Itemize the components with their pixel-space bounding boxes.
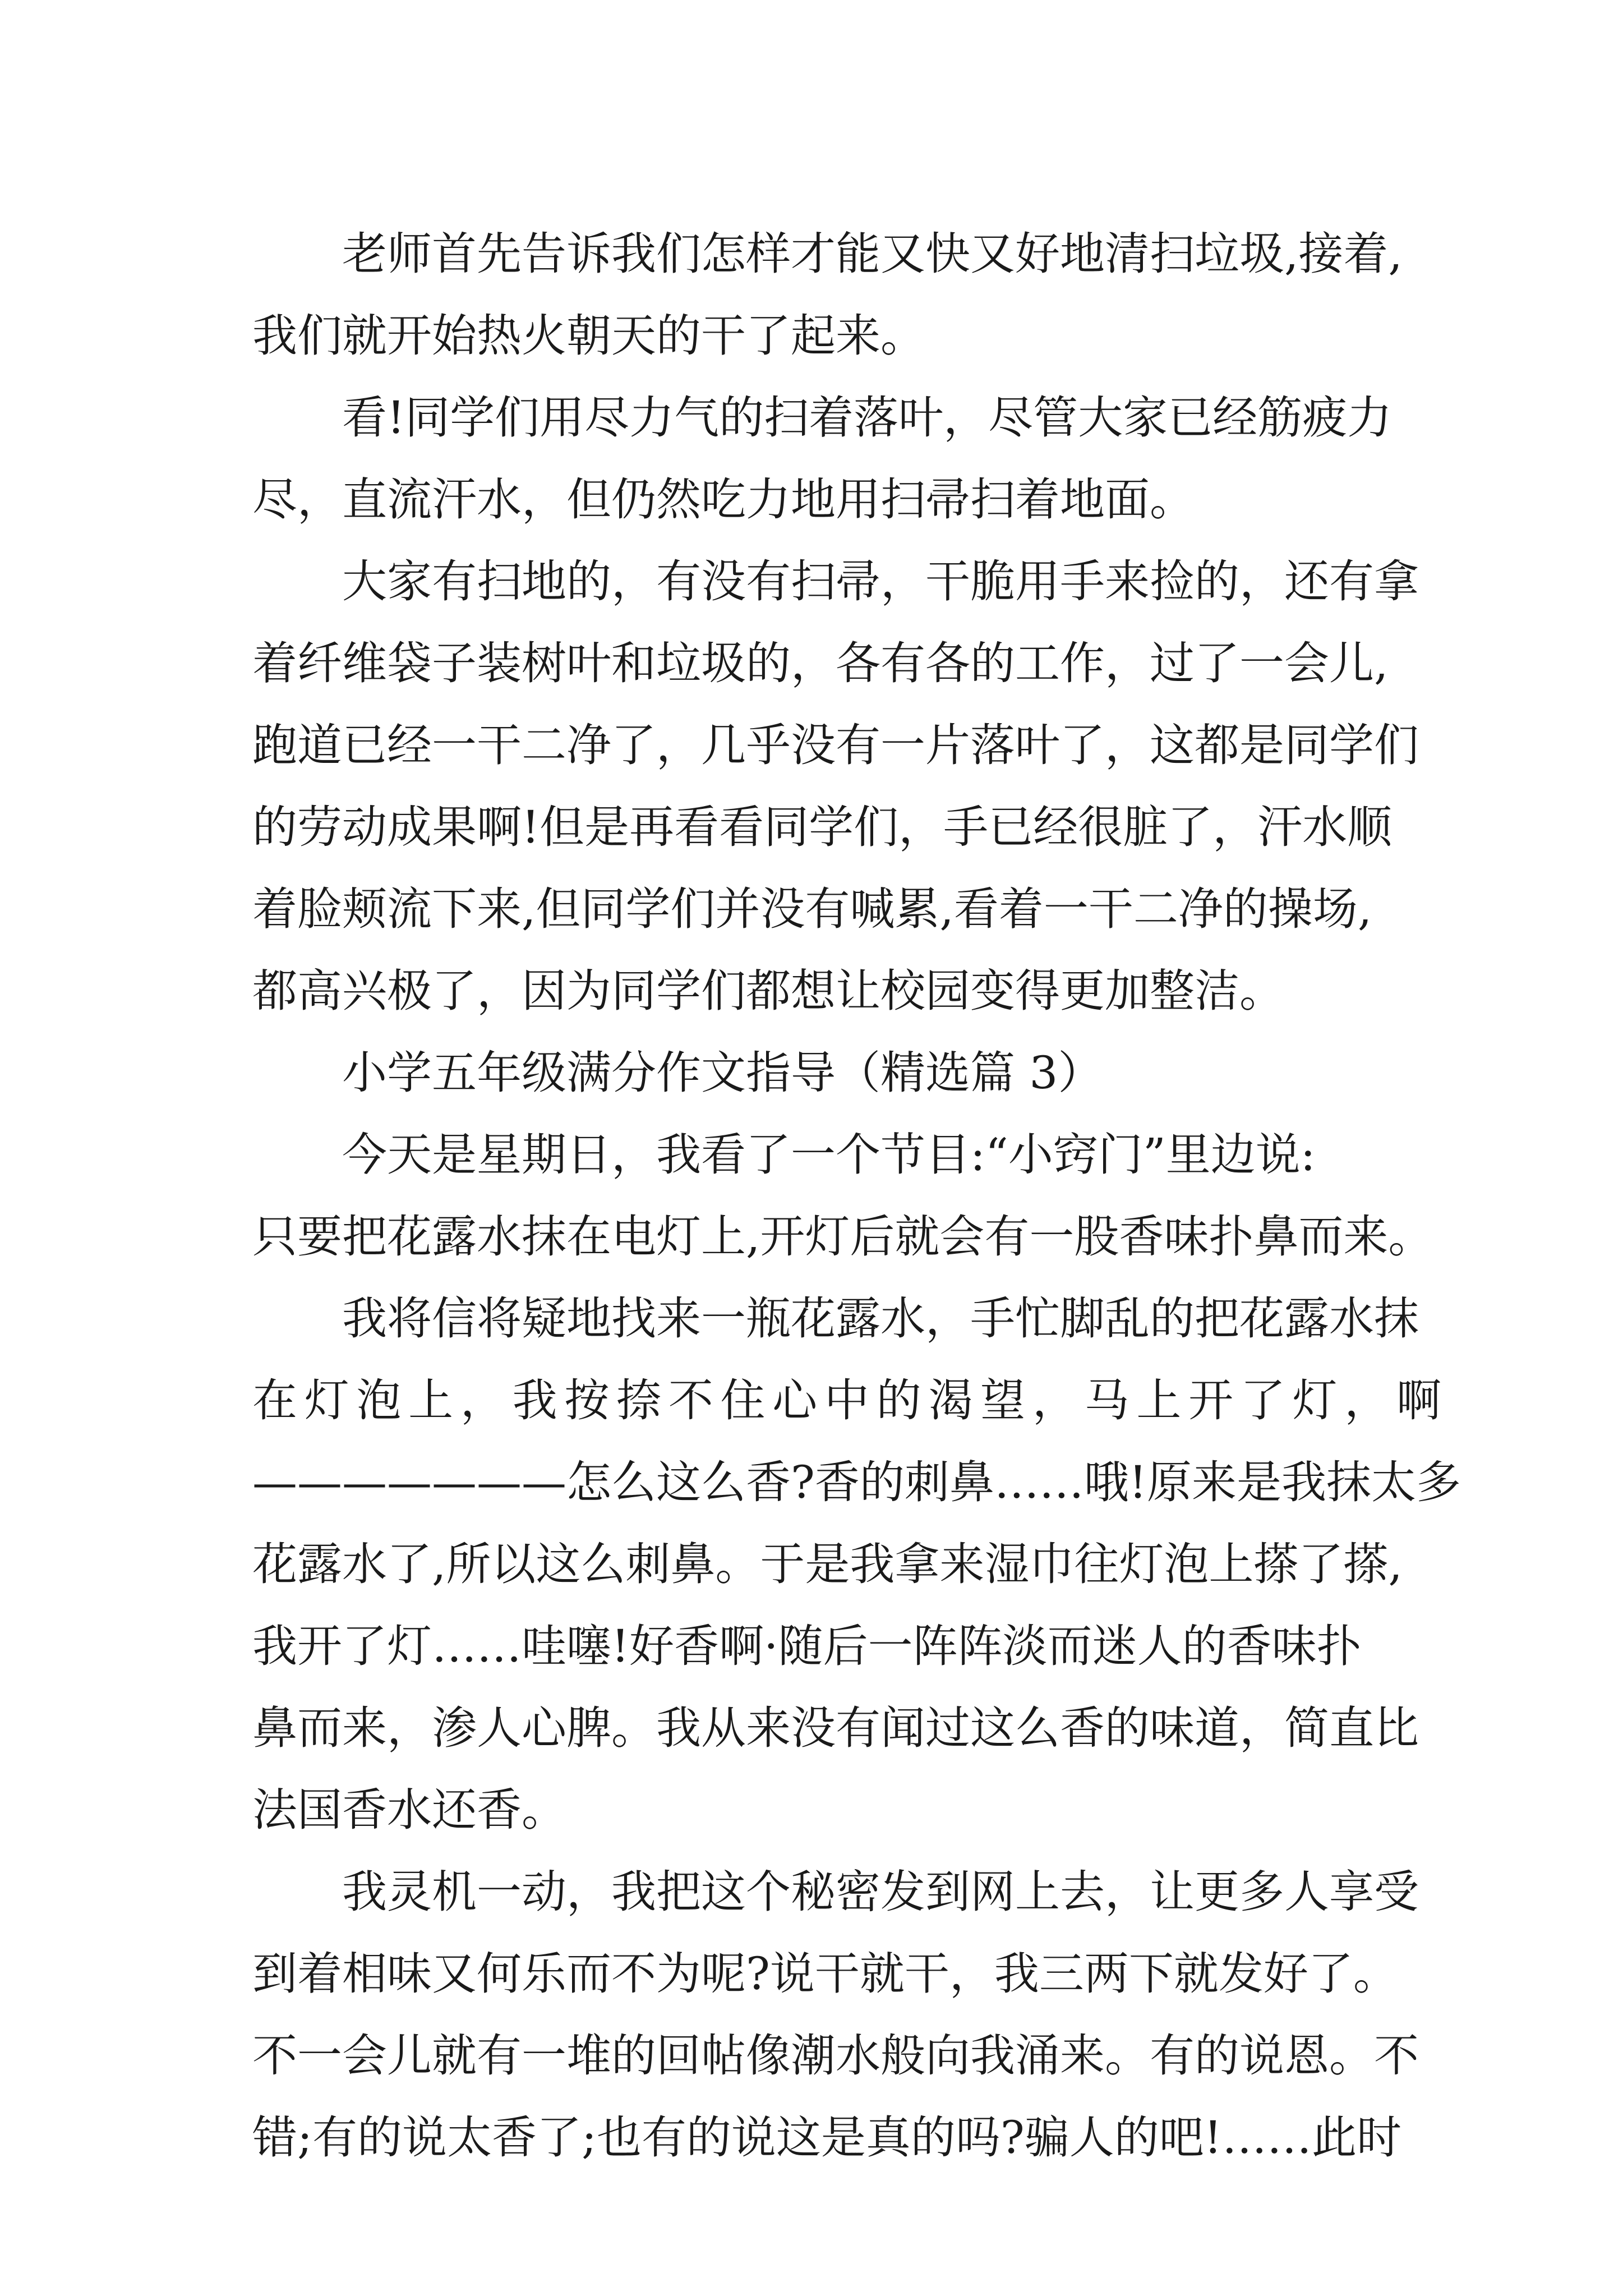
text-line: 都高兴极了，因为同学们都想让校园变得更加整洁。	[252, 965, 1284, 1017]
text-line: 错;有的说太香了;也有的说这是真的吗?骗人的吧!……此时	[252, 2111, 1401, 2164]
text-line: 老师首先告诉我们怎样才能又快又好地清扫垃圾,接着,	[342, 228, 1403, 280]
text-line: 法国香水还香。	[252, 1784, 566, 1836]
text-line: 看!同学们用尽力气的扫着落叶，尽管大家已经筋疲力	[342, 392, 1393, 444]
text-line: 在灯泡上，我按捺不住心中的渴望，马上开了灯，啊	[252, 1374, 1441, 1427]
text-line: 跑道已经一干二净了，几乎没有一片落叶了，这都是同学们	[252, 719, 1419, 771]
text-line: 我将信将疑地找来一瓶花露水，手忙脚乱的把花露水抹	[342, 1292, 1419, 1345]
text-line: 花露水了,所以这么刺鼻。于是我拿来湿巾往灯泡上搽了搽,	[252, 1538, 1403, 1590]
text-line: 鼻而来，渗人心脾。我从来没有闻过这么香的味道，简直比	[252, 1702, 1419, 1754]
text-line: 小学五年级满分作文指导（精选篇 3）	[342, 1047, 1103, 1099]
text-line: 今天是星期日，我看了一个节目:“小窍门”里边说:	[342, 1129, 1316, 1181]
body-text	[252, 213, 1461, 2179]
text-line: 我灵机一动，我把这个秘密发到网上去，让更多人享受	[342, 1866, 1419, 1918]
text-line: 我们就开始热火朝天的干了起来。	[252, 310, 925, 362]
text-line: 大家有扫地的，有没有扫帚，干脆用手来捡的，还有拿	[342, 555, 1419, 608]
text-line: 到着相味又何乐而不为呢?说干就干，我三两下就发好了。	[252, 1948, 1398, 2000]
text-line: 不一会儿就有一堆的回帖像潮水般向我涌来。有的说恩。不	[252, 2030, 1419, 2082]
text-line: 着脸颊流下来,但同学们并没有喊累,看着一干二净的操场,	[252, 883, 1372, 935]
text-line: 的劳动成果啊!但是再看看同学们，手已经很脏了，汗水顺	[252, 801, 1393, 853]
text-line: 只要把花露水抹在电灯上,开灯后就会有一股香味扑鼻而来。	[252, 1211, 1433, 1263]
text-line: ———————怎么这么香?香的刺鼻……哦!原来是我抹太多	[252, 1456, 1461, 1508]
text-line: 尽，直流汗水，但仍然吃力地用扫帚扫着地面。	[252, 473, 1195, 526]
text-line: 我开了灯……哇噻!好香啊·随后一阵阵淡而迷人的香味扑	[252, 1620, 1362, 1672]
text-line: 着纤维袋子装树叶和垃圾的，各有各的工作，过了一会儿,	[252, 637, 1389, 689]
